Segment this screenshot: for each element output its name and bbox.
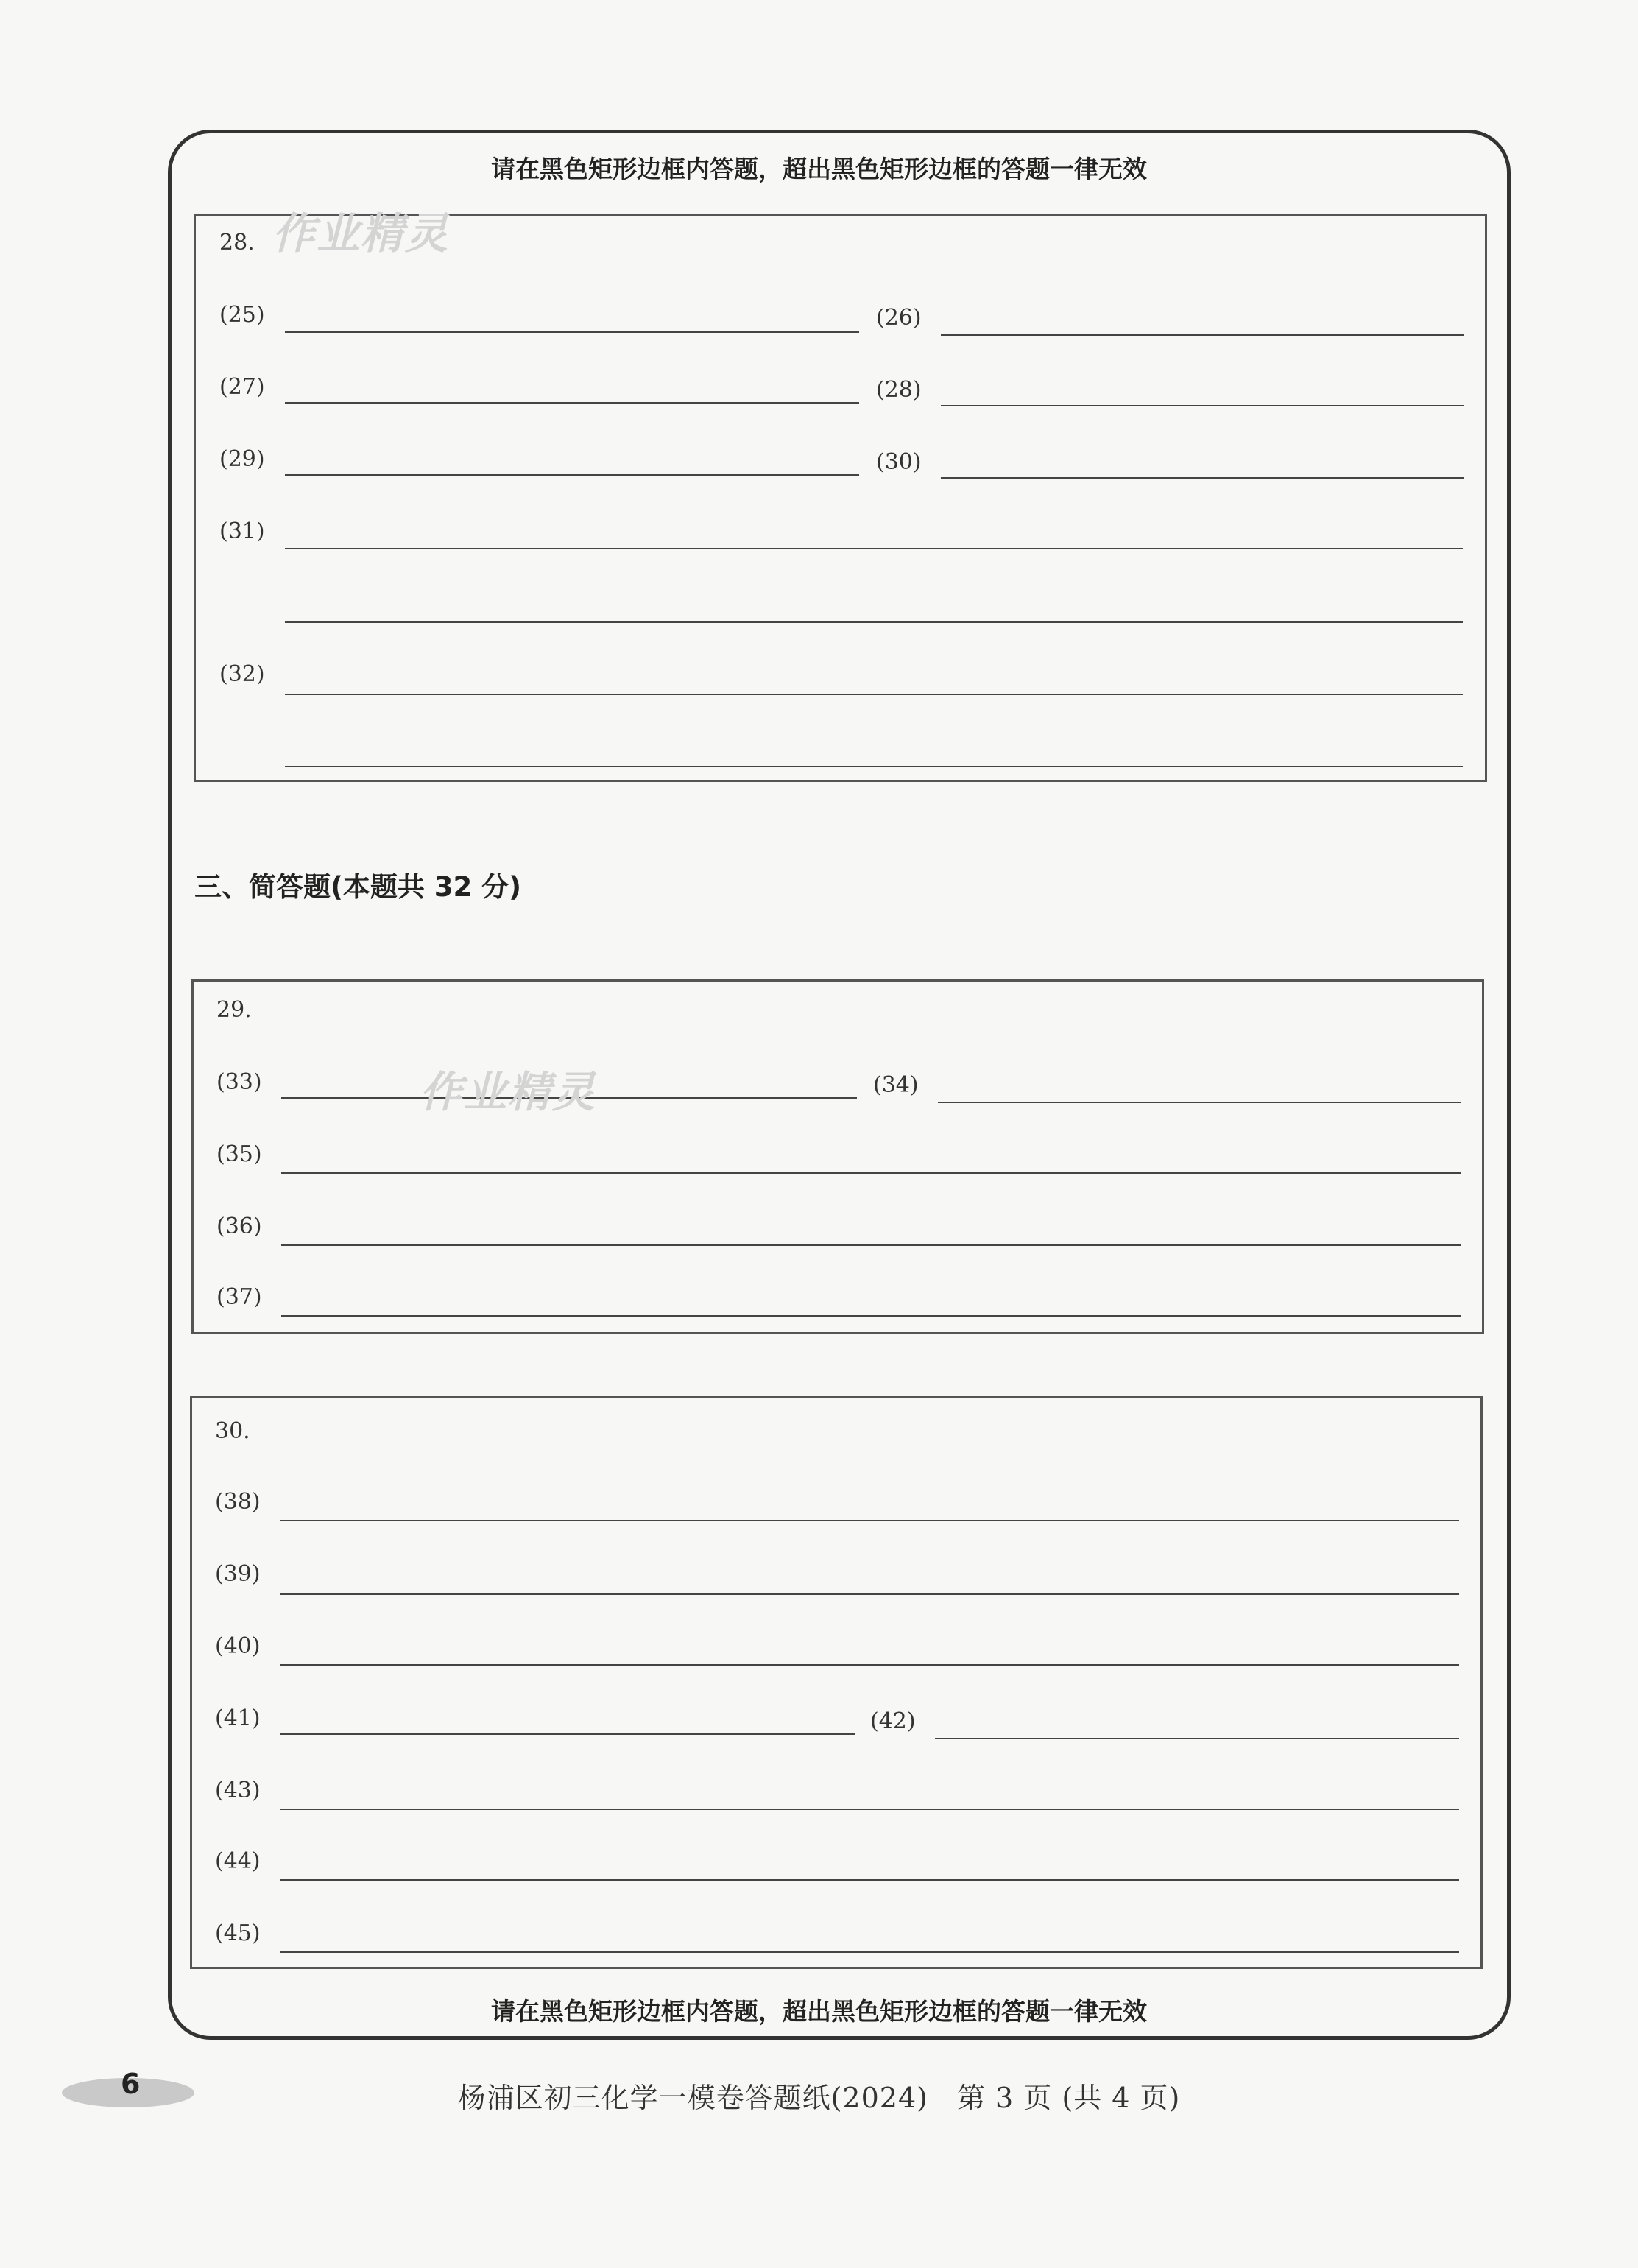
blank-30-line[interactable] [941, 477, 1464, 479]
question-30-box [190, 1396, 1483, 1969]
top-notice: 请在黑色矩形边框内答题，超出黑色矩形边框的答题一律无效 [491, 155, 1147, 183]
blank-45-label: (45) [215, 1920, 261, 1946]
question-28-box [194, 214, 1487, 782]
blank-42-label: (42) [870, 1708, 916, 1734]
blank-45-line[interactable] [280, 1951, 1459, 1953]
blank-44-line[interactable] [280, 1879, 1459, 1881]
question-28-number: 28. [219, 230, 255, 256]
blank-41-line[interactable] [280, 1733, 855, 1735]
blank-30-label: (30) [876, 449, 922, 475]
watermark-middle: 作业精灵 [420, 1067, 597, 1117]
blank-29-label: (29) [219, 446, 265, 472]
blank-37-label: (37) [216, 1284, 262, 1310]
question-29-box [191, 979, 1484, 1334]
blank-36-label: (36) [216, 1214, 262, 1239]
blank-38-label: (38) [215, 1489, 261, 1515]
page-footer: 杨浦区初三化学一模卷答题纸(2024) 第 3 页 (共 4 页) [457, 2082, 1181, 2114]
blank-44-label: (44) [215, 1848, 261, 1874]
blank-36-line[interactable] [281, 1244, 1461, 1246]
blank-43-label: (43) [215, 1778, 261, 1803]
blank-25-label: (25) [219, 302, 265, 328]
blank-27-label: (27) [219, 374, 265, 400]
blank-39-label: (39) [215, 1561, 261, 1587]
page-badge-number: 6 [121, 2068, 141, 2100]
blank-28-label: (28) [876, 377, 922, 403]
blank-35-label: (35) [216, 1141, 262, 1167]
blank-43-line[interactable] [280, 1809, 1459, 1810]
blank-39-line[interactable] [280, 1593, 1459, 1595]
blank-35-line[interactable] [281, 1172, 1461, 1174]
bottom-notice: 请在黑色矩形边框内答题，超出黑色矩形边框的答题一律无效 [491, 1997, 1147, 2026]
blank-25-line[interactable] [285, 331, 859, 333]
blank-32-line-1[interactable] [285, 694, 1463, 695]
blank-27-line[interactable] [285, 402, 859, 404]
blank-32-line-2[interactable] [285, 766, 1463, 767]
blank-28-line[interactable] [941, 405, 1464, 406]
question-30-number: 30. [215, 1418, 250, 1444]
blank-34-label: (34) [873, 1072, 919, 1098]
blank-34-line[interactable] [938, 1102, 1461, 1103]
section-3-title: 三、简答题(本题共 32 分) [194, 871, 522, 903]
blank-31-line-1[interactable] [285, 548, 1463, 549]
blank-40-label: (40) [215, 1633, 261, 1659]
blank-42-line[interactable] [935, 1738, 1459, 1739]
blank-41-label: (41) [215, 1705, 261, 1731]
blank-31-line-2[interactable] [285, 621, 1463, 623]
blank-31-label: (31) [219, 518, 265, 544]
blank-32-label: (32) [219, 661, 265, 687]
blank-33-label: (33) [216, 1069, 262, 1095]
blank-26-line[interactable] [941, 334, 1464, 336]
blank-38-line[interactable] [280, 1520, 1459, 1521]
blank-29-line[interactable] [285, 474, 859, 476]
blank-26-label: (26) [876, 305, 922, 331]
blank-40-line[interactable] [280, 1664, 1459, 1666]
question-29-number: 29. [216, 997, 252, 1023]
blank-37-line[interactable] [281, 1315, 1461, 1317]
watermark-top: 作业精灵 [272, 208, 450, 258]
